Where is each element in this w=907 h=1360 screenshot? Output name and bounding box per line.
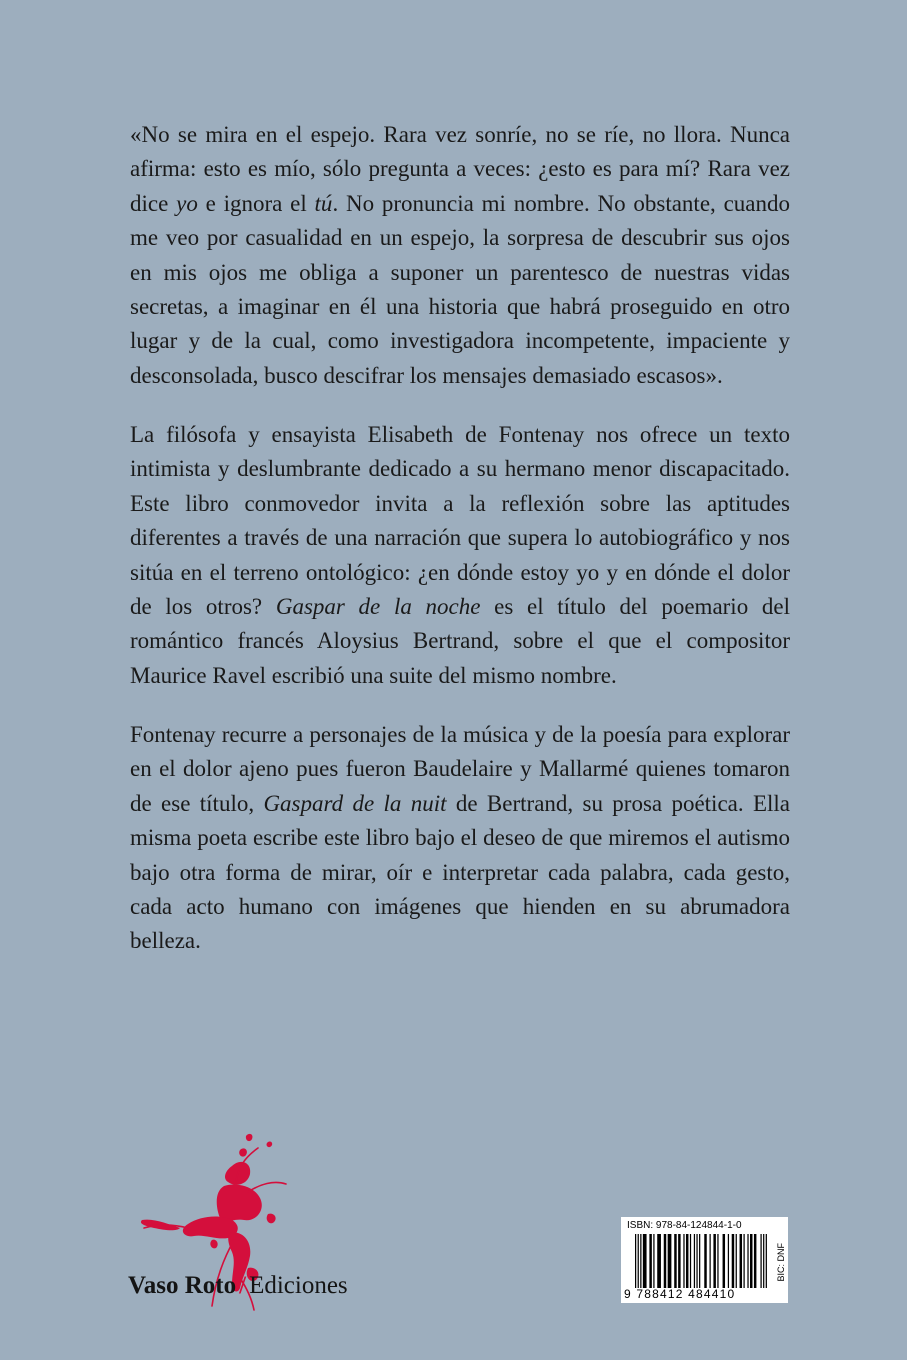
barcode-bar [717,1234,718,1288]
publisher-name [128,1272,348,1300]
barcode-bar [683,1234,684,1288]
synopsis-paragraph-author [130,418,790,693]
quote-italic-yo: yo [176,190,198,216]
barcode-bar [728,1234,729,1288]
barcode-bar [674,1234,676,1288]
barcode-bar [694,1234,695,1288]
barcode-bar [649,1234,651,1288]
barcode-bar [664,1234,666,1288]
paragraph-text: La filósofa y ensayista Elisabeth de Fontenay nos ofrece un texto intimista y deslumbrante dedicado a su hermano menor discapacitado. Este libro conmovedor invita a la reflexión sobre las aptitudes diferentes a través de una narración que supera lo autobiográfico y nos sitúa en el terreno ontológico: ¿en dónde estoy yo y en dónde el dolor de los otros? [130,422,790,620]
barcode-bar [635,1234,636,1288]
barcode-bar [766,1234,767,1288]
barcode-bar [713,1234,715,1288]
quote-text: e ignora el [197,190,315,216]
barcode-bar [743,1234,744,1288]
barcode-bar [643,1234,647,1288]
barcode-bar [657,1234,661,1288]
barcode-bar [640,1234,641,1288]
barcode-bar [638,1234,639,1288]
barcode-bar [732,1234,734,1288]
isbn-barcode [621,1217,788,1303]
barcode-bar [750,1234,752,1288]
barcode-bar [690,1234,691,1288]
publisher-separator: / [239,1272,247,1299]
quote-text: . No pronuncia mi nombre. No obstante, cuando me veo por casualidad en un espejo, la sorpresa de descubrir sus ojos en mis ojos me obliga a suponer un parentesco de nuestras vidas secretas, a imaginar en él una historia que habrá proseguido en otro lugar y de la cual, como investigadora incompetente, impaciente y desconsolada, busco descifrar los mensajes demasiado escasos». [130,190,790,388]
barcode-bar [736,1234,737,1288]
paragraph-text: Fontenay recurre a personajes de la música y de la poesía para explorar en el dolor ajeno pues fueron Baudelaire y Mallarmé quienes tomaron de ese título, [130,722,790,816]
publisher-name-part2: Ediciones [249,1272,348,1299]
quote-text: «No se mira en el espejo. Rara vez sonríe, no se ríe, no llora. Nunca afirma: esto es mío, sólo pregunta a veces: ¿esto es para mí? Rara vez dice [130,122,790,216]
synopsis-paragraph-music [130,718,790,959]
isbn-label: ISBN: 978-84-124844-1-0 [627,1220,742,1231]
synopsis-quote-paragraph [130,118,790,393]
publisher-name-part1: Vaso Roto [128,1272,237,1299]
italic-title-gaspard: Gaspard de la nuit [263,790,447,816]
barcode-bar [704,1234,706,1288]
barcode-bar [699,1234,700,1288]
barcode-bar [747,1234,748,1288]
barcode-bar [653,1234,654,1288]
barcode-bar [686,1234,688,1288]
paragraph-text: es el título del poemario del romántico francés Aloysius Bertrand, sobre el que el compositor Maurice Ravel escribió una suite del mismo nombre. [130,594,790,688]
barcode-digits: 9 788412 484410 [624,1287,736,1301]
bic-label: BIC: DNF [776,1243,786,1282]
barcode-bar [668,1234,672,1288]
italic-title-gaspar: Gaspar de la noche [275,594,481,620]
barcode-bar [740,1234,742,1288]
barcode-bar [696,1234,697,1288]
quote-italic-tu: tú [314,190,333,216]
barcode-bars [635,1234,767,1288]
barcode-bar [754,1234,756,1288]
barcode-bar [723,1234,725,1288]
barcode-bar [760,1234,761,1288]
paragraph-text: de Bertrand, su prosa poética. Ella misma poeta escribe este libro bajo el deseo de que miremos el autismo bajo otra forma de mirar, oír e interpretar cada palabra, cada gesto, cada acto humano con imágenes que hienden en su abrumadora belleza. [130,790,791,954]
barcode-bar [678,1234,680,1288]
barcode-bar [710,1234,711,1288]
barcode-bar [763,1234,764,1288]
